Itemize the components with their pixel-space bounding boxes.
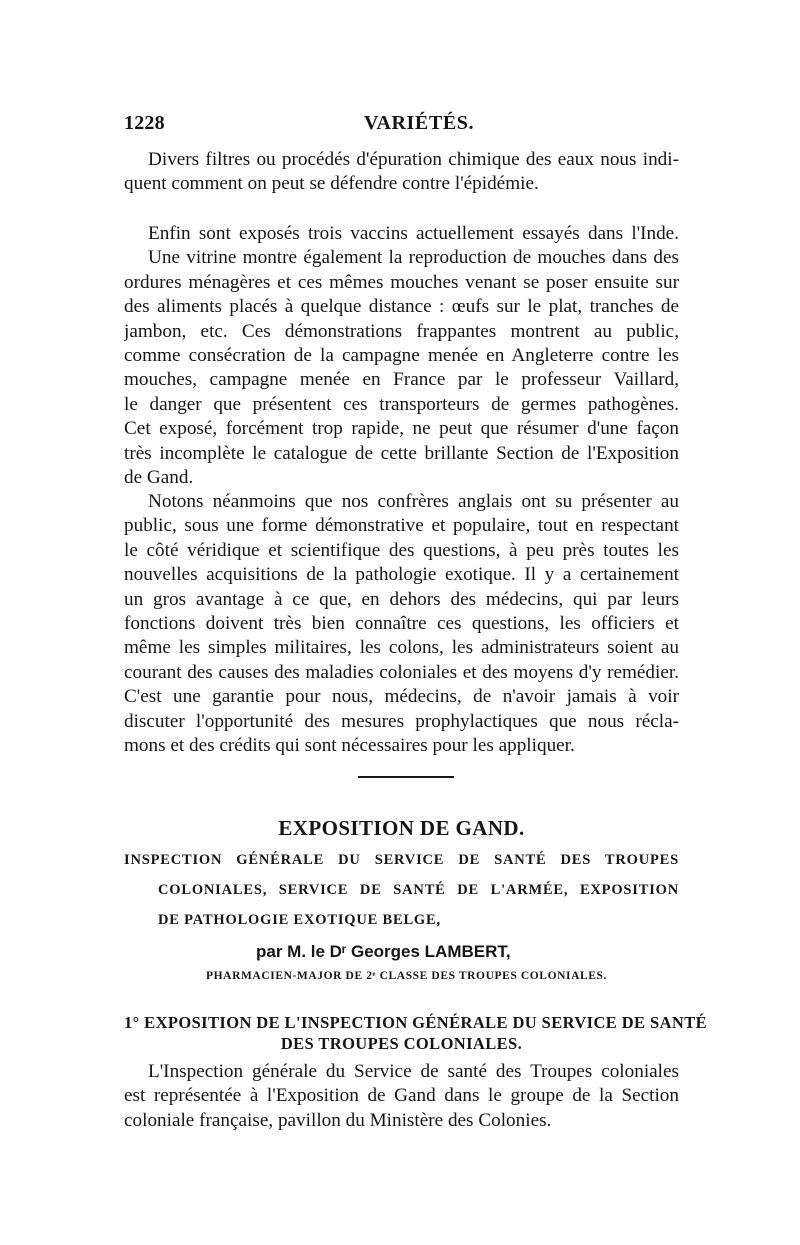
- text-line: nouvelles acquisitions de la pathologie exotique. Il y a certainement: [124, 564, 679, 586]
- text-line: très incomplète le catalogue de cette brillante Section de l'Exposition: [124, 442, 679, 464]
- section-subtitle-line: DE PATHOLOGIE EXOTIQUE BELGE,: [158, 912, 441, 928]
- page-number: 1228: [124, 112, 165, 134]
- text-line: Cet exposé, forcément trop rapide, ne peut que résumer d'une façon: [124, 418, 679, 440]
- page-header: [124, 112, 679, 140]
- paragraph-vaccines: [124, 222, 679, 490]
- text-line: comme consécration de la campagne menée en Angleterre contre les: [124, 344, 679, 366]
- section-subtitle-line: COLONIALES, SERVICE DE SANTÉ DE L'ARMÉE, EXPOSITION: [158, 882, 679, 898]
- text-line: coloniale française, pavillon du Ministère des Colonies.: [124, 1109, 552, 1131]
- author-role: PHARMACIEN-MAJOR DE 2ᵉ CLASSE DES TROUPES COLONIALES.: [206, 970, 608, 982]
- text-line: ordures ménagères et ces mêmes mouches venant se poser ensuite sur: [124, 271, 679, 293]
- text-line: Une vitrine montre également la reproduction de mouches dans des: [148, 247, 679, 269]
- text-line: des aliments placés à quelque distance : œufs sur le plat, tranches de: [124, 296, 679, 318]
- text-line: mouches, campagne menée en France par le professeur Vaillard,: [124, 369, 679, 391]
- text-line: Enfin sont exposés trois vaccins actuellement essayés dans l'Inde.: [148, 223, 679, 244]
- text-line: quent comment on peut se défendre contre l'épidémie.: [124, 173, 539, 195]
- text-line: public, sous une forme démonstrative et populaire, tout en respectant: [124, 515, 679, 537]
- running-head: VARIÉTÉS.: [364, 112, 475, 134]
- paragraph-english-colleagues: [124, 490, 679, 758]
- section-subtitle-line: INSPECTION GÉNÉRALE DU SERVICE DE SANTÉ DES TROUPES: [124, 852, 679, 868]
- text-line: discuter l'opportunité des mesures prophylactiques que nous récla-: [124, 710, 679, 732]
- text-line: C'est une garantie pour nous, médecins, de n'avoir jamais à voir: [124, 686, 679, 708]
- paragraph-filters: [124, 148, 679, 197]
- section-title: EXPOSITION DE GAND.: [278, 816, 525, 840]
- text-line: jambon, etc. Ces démonstrations frappantes montrent au public,: [124, 320, 679, 342]
- text-line: Notons néanmoins que nos confrères anglais ont su présenter au: [148, 491, 679, 512]
- text-line: de Gand.: [124, 466, 194, 488]
- text-line: est représentée à l'Exposition de Gand dans le groupe de la Section: [124, 1085, 679, 1107]
- text-line: Divers filtres ou procédés d'épuration chimique des eaux nous indi-: [148, 149, 679, 170]
- section-divider: [358, 776, 454, 778]
- author-byline: par M. le Dʳ Georges LAMBERT,: [256, 942, 511, 961]
- paragraph-inspection: [124, 1060, 679, 1133]
- part-heading-line: DES TROUPES COLONIALES.: [280, 1034, 523, 1053]
- text-line: même les simples militaires, les colons, les administrateurs soient au: [124, 637, 679, 659]
- part-heading-line: 1° EXPOSITION DE L'INSPECTION GÉNÉRALE DU SERVICE DE SANTÉ: [124, 1013, 708, 1032]
- text-line: un gros avantage à ce que, en dehors des médecins, qui par leurs: [124, 588, 679, 610]
- text-line: courant des causes des maladies coloniales et des moyens d'y remédier.: [124, 661, 679, 683]
- text-line: le côté véridique et scientifique des questions, à peu près toutes les: [124, 539, 679, 561]
- text-line: fonctions doivent très bien connaître ces questions, les officiers et: [124, 612, 679, 634]
- text-line: le danger que présentent ces transporteurs de germes pathogènes.: [124, 393, 679, 415]
- text-line: mons et des crédits qui sont nécessaires pour les appliquer.: [124, 734, 575, 756]
- text-line: L'Inspection générale du Service de santé des Troupes coloniales: [148, 1061, 679, 1082]
